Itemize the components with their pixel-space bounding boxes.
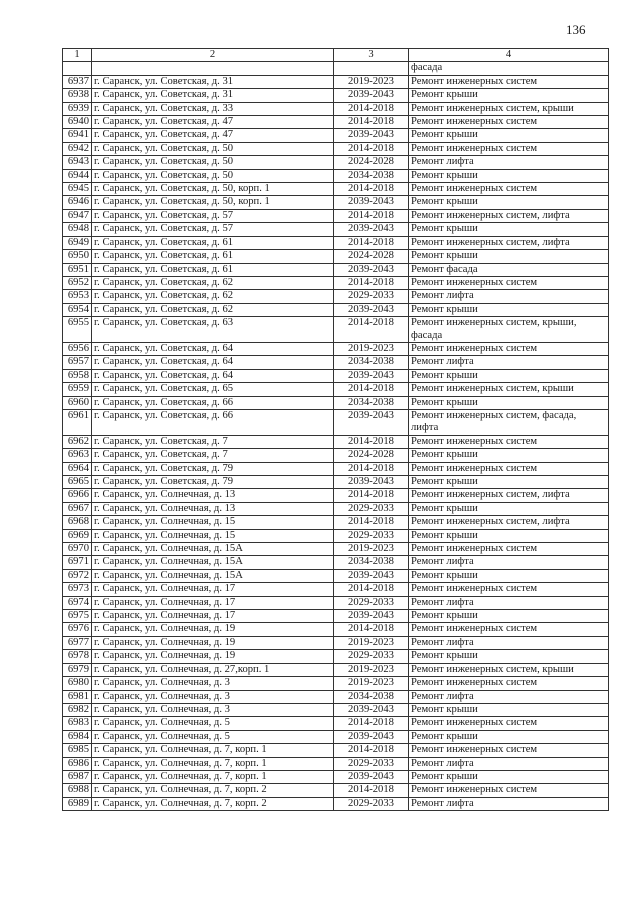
cell-work-type: Ремонт крыши bbox=[409, 303, 609, 316]
table-row bbox=[63, 797, 609, 810]
table-row bbox=[63, 449, 609, 462]
table-row bbox=[63, 489, 609, 502]
table-row bbox=[63, 369, 609, 382]
cell-period: 2039-2043 bbox=[334, 263, 409, 276]
cell-address: г. Саранск, ул. Солнечная, д. 13 bbox=[92, 489, 334, 502]
table-row bbox=[63, 569, 609, 582]
cell-period: 2019-2023 bbox=[334, 543, 409, 556]
cell-address: г. Саранск, ул. Советская, д. 47 bbox=[92, 129, 334, 142]
cell-period: 2029-2033 bbox=[334, 290, 409, 303]
cell-work-type: Ремонт лифта bbox=[409, 757, 609, 770]
cell-work-type: фасада bbox=[409, 62, 609, 75]
cell-period: 2039-2043 bbox=[334, 369, 409, 382]
cell-work-type: Ремонт инженерных систем, крыши bbox=[409, 383, 609, 396]
cell-number: 6965 bbox=[63, 476, 92, 489]
cell-period: 2019-2023 bbox=[334, 677, 409, 690]
cell-number: 6964 bbox=[63, 462, 92, 475]
table-row bbox=[63, 236, 609, 249]
cell-number: 6955 bbox=[63, 317, 92, 343]
cell-number: 6969 bbox=[63, 529, 92, 542]
table-row bbox=[63, 435, 609, 448]
cell-work-type: Ремонт крыши bbox=[409, 196, 609, 209]
table-row bbox=[63, 250, 609, 263]
cell-period: 2014-2018 bbox=[334, 142, 409, 155]
cell-number: 6982 bbox=[63, 703, 92, 716]
cell-work-type: Ремонт крыши bbox=[409, 703, 609, 716]
cell-number: 6973 bbox=[63, 583, 92, 596]
table-row bbox=[63, 476, 609, 489]
cell-period: 2034-2038 bbox=[334, 690, 409, 703]
cell-address: г. Саранск, ул. Советская, д. 66 bbox=[92, 409, 334, 435]
cell-work-type: Ремонт инженерных систем bbox=[409, 462, 609, 475]
cell-period: 2039-2043 bbox=[334, 129, 409, 142]
cell-address: г. Саранск, ул. Советская, д. 79 bbox=[92, 462, 334, 475]
cell-address: г. Саранск, ул. Солнечная, д. 17 bbox=[92, 596, 334, 609]
cell-work-type: Ремонт крыши bbox=[409, 476, 609, 489]
table-row bbox=[63, 263, 609, 276]
cell-work-type: Ремонт крыши bbox=[409, 250, 609, 263]
cell-period: 2014-2018 bbox=[334, 583, 409, 596]
cell-period: 2029-2033 bbox=[334, 797, 409, 810]
table-row bbox=[63, 677, 609, 690]
table-row bbox=[63, 75, 609, 88]
table-row bbox=[63, 529, 609, 542]
cell-number: 6956 bbox=[63, 342, 92, 355]
cell-number: 6946 bbox=[63, 196, 92, 209]
cell-number: 6978 bbox=[63, 650, 92, 663]
cell-period: 2024-2028 bbox=[334, 250, 409, 263]
table-row bbox=[63, 502, 609, 515]
cell-address: г. Саранск, ул. Советская, д. 62 bbox=[92, 303, 334, 316]
cell-work-type: Ремонт крыши bbox=[409, 223, 609, 236]
cell-number: 6986 bbox=[63, 757, 92, 770]
cell-address: г. Саранск, ул. Советская, д. 65 bbox=[92, 383, 334, 396]
table-row bbox=[63, 636, 609, 649]
cell-period: 2014-2018 bbox=[334, 183, 409, 196]
cell-address: г. Саранск, ул. Солнечная, д. 7, корп. 2 bbox=[92, 797, 334, 810]
cell-number: 6989 bbox=[63, 797, 92, 810]
cell-address: г. Саранск, ул. Солнечная, д. 19 bbox=[92, 650, 334, 663]
cell-period: 2014-2018 bbox=[334, 276, 409, 289]
cell-work-type: Ремонт лифта bbox=[409, 797, 609, 810]
cell-number: 6972 bbox=[63, 569, 92, 582]
cell-work-type: Ремонт лифта bbox=[409, 156, 609, 169]
cell-address: г. Саранск, ул. Солнечная, д. 19 bbox=[92, 636, 334, 649]
table-row bbox=[63, 784, 609, 797]
cell-work-type: Ремонт крыши bbox=[409, 502, 609, 515]
cell-address: г. Саранск, ул. Советская, д. 33 bbox=[92, 102, 334, 115]
cell-period: 2019-2023 bbox=[334, 342, 409, 355]
cell-work-type: Ремонт лифта bbox=[409, 556, 609, 569]
cell-number: 6980 bbox=[63, 677, 92, 690]
cell-period: 2014-2018 bbox=[334, 744, 409, 757]
cell-period: 2019-2023 bbox=[334, 636, 409, 649]
cell-period: 2014-2018 bbox=[334, 435, 409, 448]
cell-number: 6983 bbox=[63, 717, 92, 730]
cell-period: 2019-2023 bbox=[334, 75, 409, 88]
cell-number: 6971 bbox=[63, 556, 92, 569]
cell-address: г. Саранск, ул. Солнечная, д. 7, корп. 1 bbox=[92, 770, 334, 783]
cell-address: г. Саранск, ул. Советская, д. 64 bbox=[92, 356, 334, 369]
cell-number: 6988 bbox=[63, 784, 92, 797]
cell-number: 6958 bbox=[63, 369, 92, 382]
cell-period: 2039-2043 bbox=[334, 409, 409, 435]
table-row bbox=[63, 356, 609, 369]
cell-work-type: Ремонт крыши bbox=[409, 569, 609, 582]
cell-address: г. Саранск, ул. Солнечная, д. 15А bbox=[92, 556, 334, 569]
cell-number: 6949 bbox=[63, 236, 92, 249]
cell-period: 2029-2033 bbox=[334, 529, 409, 542]
cell-number: 6960 bbox=[63, 396, 92, 409]
cell-number: 6970 bbox=[63, 543, 92, 556]
cell-number: 6961 bbox=[63, 409, 92, 435]
cell-period: 2014-2018 bbox=[334, 516, 409, 529]
cell-address: г. Саранск, ул. Солнечная, д. 19 bbox=[92, 623, 334, 636]
cell-number: 6979 bbox=[63, 663, 92, 676]
cell-work-type: Ремонт крыши bbox=[409, 610, 609, 623]
cell-period: 2014-2018 bbox=[334, 623, 409, 636]
table-row bbox=[63, 650, 609, 663]
cell-address: г. Саранск, ул. Советская, д. 79 bbox=[92, 476, 334, 489]
cell-number: 6938 bbox=[63, 89, 92, 102]
cell-period: 2039-2043 bbox=[334, 730, 409, 743]
cell-period: 2029-2033 bbox=[334, 502, 409, 515]
table-row bbox=[63, 730, 609, 743]
cell-work-type: Ремонт инженерных систем bbox=[409, 435, 609, 448]
table-row bbox=[63, 290, 609, 303]
cell-period: 2039-2043 bbox=[334, 89, 409, 102]
cell-work-type: Ремонт инженерных систем bbox=[409, 583, 609, 596]
cell-period: 2014-2018 bbox=[334, 102, 409, 115]
cell-address: г. Саранск, ул. Советская, д. 31 bbox=[92, 75, 334, 88]
cell-address: г. Саранск, ул. Солнечная, д. 17 bbox=[92, 610, 334, 623]
table-row bbox=[63, 303, 609, 316]
cell-number: 6957 bbox=[63, 356, 92, 369]
cell-work-type: Ремонт инженерных систем, крыши, фасада bbox=[409, 317, 609, 343]
cell-work-type: Ремонт инженерных систем, лифта bbox=[409, 236, 609, 249]
table-header-row bbox=[63, 49, 609, 62]
cell-number: 6963 bbox=[63, 449, 92, 462]
cell-address: г. Саранск, ул. Советская, д. 50 bbox=[92, 142, 334, 155]
table-row bbox=[63, 663, 609, 676]
cell-period: 2039-2043 bbox=[334, 610, 409, 623]
cell-address: г. Саранск, ул. Советская, д. 57 bbox=[92, 209, 334, 222]
cell-work-type: Ремонт инженерных систем, лифта bbox=[409, 209, 609, 222]
cell-number bbox=[63, 62, 92, 75]
table-row bbox=[63, 596, 609, 609]
cell-period: 2039-2043 bbox=[334, 770, 409, 783]
cell-period: 2039-2043 bbox=[334, 569, 409, 582]
cell-work-type: Ремонт инженерных систем, лифта bbox=[409, 489, 609, 502]
cell-period: 2014-2018 bbox=[334, 784, 409, 797]
cell-work-type: Ремонт инженерных систем bbox=[409, 75, 609, 88]
cell-number: 6945 bbox=[63, 183, 92, 196]
cell-number: 6974 bbox=[63, 596, 92, 609]
cell-number: 6941 bbox=[63, 129, 92, 142]
cell-address: г. Саранск, ул. Солнечная, д. 3 bbox=[92, 677, 334, 690]
cell-number: 6962 bbox=[63, 435, 92, 448]
cell-period: 2024-2028 bbox=[334, 449, 409, 462]
cell-work-type: Ремонт инженерных систем bbox=[409, 183, 609, 196]
cell-work-type: Ремонт крыши bbox=[409, 169, 609, 182]
cell-number: 6937 bbox=[63, 75, 92, 88]
table-row bbox=[63, 156, 609, 169]
table-row bbox=[63, 223, 609, 236]
cell-number: 6975 bbox=[63, 610, 92, 623]
cell-address: г. Саранск, ул. Советская, д. 62 bbox=[92, 276, 334, 289]
cell-number: 6950 bbox=[63, 250, 92, 263]
cell-address bbox=[92, 62, 334, 75]
table-row bbox=[63, 462, 609, 475]
cell-address: г. Саранск, ул. Советская, д. 61 bbox=[92, 263, 334, 276]
cell-address: г. Саранск, ул. Солнечная, д. 15А bbox=[92, 543, 334, 556]
cell-work-type: Ремонт инженерных систем, крыши bbox=[409, 663, 609, 676]
table-row bbox=[63, 129, 609, 142]
cell-address: г. Саранск, ул. Советская, д. 62 bbox=[92, 290, 334, 303]
cell-work-type: Ремонт инженерных систем bbox=[409, 116, 609, 129]
cell-work-type: Ремонт фасада bbox=[409, 263, 609, 276]
cell-period: 2024-2028 bbox=[334, 156, 409, 169]
cell-work-type: Ремонт крыши bbox=[409, 650, 609, 663]
cell-address: г. Саранск, ул. Советская, д. 57 bbox=[92, 223, 334, 236]
cell-address: г. Саранск, ул. Советская, д. 47 bbox=[92, 116, 334, 129]
cell-address: г. Саранск, ул. Солнечная, д. 15 bbox=[92, 516, 334, 529]
cell-period: 2034-2038 bbox=[334, 169, 409, 182]
cell-period: 2034-2038 bbox=[334, 396, 409, 409]
table-row bbox=[63, 409, 609, 435]
cell-number: 6954 bbox=[63, 303, 92, 316]
table-row bbox=[63, 317, 609, 343]
cell-period: 2014-2018 bbox=[334, 717, 409, 730]
cell-number: 6966 bbox=[63, 489, 92, 502]
column-header-4: 4 bbox=[409, 49, 609, 62]
cell-number: 6987 bbox=[63, 770, 92, 783]
cell-work-type: Ремонт инженерных систем bbox=[409, 543, 609, 556]
cell-work-type: Ремонт инженерных систем bbox=[409, 717, 609, 730]
cell-period bbox=[334, 62, 409, 75]
cell-work-type: Ремонт лифта bbox=[409, 690, 609, 703]
cell-address: г. Саранск, ул. Солнечная, д. 15А bbox=[92, 569, 334, 582]
cell-address: г. Саранск, ул. Солнечная, д. 7, корп. 1 bbox=[92, 744, 334, 757]
table-row bbox=[63, 383, 609, 396]
cell-address: г. Саранск, ул. Солнечная, д. 5 bbox=[92, 717, 334, 730]
table-row bbox=[63, 276, 609, 289]
cell-address: г. Саранск, ул. Советская, д. 64 bbox=[92, 342, 334, 355]
cell-work-type: Ремонт инженерных систем bbox=[409, 142, 609, 155]
cell-period: 2029-2033 bbox=[334, 757, 409, 770]
cell-work-type: Ремонт крыши bbox=[409, 529, 609, 542]
cell-period: 2014-2018 bbox=[334, 236, 409, 249]
cell-work-type: Ремонт лифта bbox=[409, 356, 609, 369]
table-row bbox=[63, 757, 609, 770]
cell-work-type: Ремонт крыши bbox=[409, 129, 609, 142]
cell-address: г. Саранск, ул. Советская, д. 64 bbox=[92, 369, 334, 382]
cell-work-type: Ремонт инженерных систем, фасада, лифта bbox=[409, 409, 609, 435]
column-header-2: 2 bbox=[92, 49, 334, 62]
cell-number: 6977 bbox=[63, 636, 92, 649]
cell-number: 6959 bbox=[63, 383, 92, 396]
column-header-1: 1 bbox=[63, 49, 92, 62]
table-row bbox=[63, 690, 609, 703]
cell-period: 2014-2018 bbox=[334, 462, 409, 475]
cell-work-type: Ремонт инженерных систем, лифта bbox=[409, 516, 609, 529]
table-body bbox=[63, 62, 609, 811]
cell-period: 2014-2018 bbox=[334, 489, 409, 502]
cell-address: г. Саранск, ул. Советская, д. 61 bbox=[92, 236, 334, 249]
cell-period: 2039-2043 bbox=[334, 196, 409, 209]
cell-address: г. Саранск, ул. Советская, д. 50 bbox=[92, 169, 334, 182]
table-row bbox=[63, 102, 609, 115]
table-row bbox=[63, 116, 609, 129]
cell-number: 6947 bbox=[63, 209, 92, 222]
cell-number: 6953 bbox=[63, 290, 92, 303]
cell-address: г. Саранск, ул. Советская, д. 7 bbox=[92, 449, 334, 462]
cell-number: 6984 bbox=[63, 730, 92, 743]
table-row bbox=[63, 209, 609, 222]
cell-period: 2039-2043 bbox=[334, 703, 409, 716]
cell-work-type: Ремонт крыши bbox=[409, 770, 609, 783]
table-row bbox=[63, 516, 609, 529]
cell-address: г. Саранск, ул. Советская, д. 31 bbox=[92, 89, 334, 102]
cell-period: 2014-2018 bbox=[334, 116, 409, 129]
cell-work-type: Ремонт инженерных систем bbox=[409, 677, 609, 690]
cell-period: 2029-2033 bbox=[334, 650, 409, 663]
cell-address: г. Саранск, ул. Советская, д. 50 bbox=[92, 156, 334, 169]
cell-period: 2019-2023 bbox=[334, 663, 409, 676]
cell-period: 2029-2033 bbox=[334, 596, 409, 609]
cell-work-type: Ремонт крыши bbox=[409, 449, 609, 462]
cell-work-type: Ремонт инженерных систем bbox=[409, 276, 609, 289]
cell-number: 6948 bbox=[63, 223, 92, 236]
cell-period: 2014-2018 bbox=[334, 317, 409, 343]
cell-address: г. Саранск, ул. Советская, д. 50, корп. 1 bbox=[92, 196, 334, 209]
cell-address: г. Саранск, ул. Солнечная, д. 7, корп. 2 bbox=[92, 784, 334, 797]
cell-address: г. Саранск, ул. Советская, д. 50, корп. 1 bbox=[92, 183, 334, 196]
table-row bbox=[63, 610, 609, 623]
cell-number: 6944 bbox=[63, 169, 92, 182]
cell-work-type: Ремонт крыши bbox=[409, 396, 609, 409]
cell-work-type: Ремонт крыши bbox=[409, 369, 609, 382]
cell-work-type: Ремонт инженерных систем bbox=[409, 342, 609, 355]
cell-number: 6940 bbox=[63, 116, 92, 129]
table-row bbox=[63, 89, 609, 102]
cell-period: 2039-2043 bbox=[334, 303, 409, 316]
table-row bbox=[63, 396, 609, 409]
cell-address: г. Саранск, ул. Солнечная, д. 27,корп. 1 bbox=[92, 663, 334, 676]
table-row bbox=[63, 770, 609, 783]
cell-work-type: Ремонт инженерных систем bbox=[409, 623, 609, 636]
table-row bbox=[63, 744, 609, 757]
table-row bbox=[63, 196, 609, 209]
table-row bbox=[63, 543, 609, 556]
table-row bbox=[63, 183, 609, 196]
page-number: 136 bbox=[566, 22, 586, 37]
cell-address: г. Саранск, ул. Солнечная, д. 7, корп. 1 bbox=[92, 757, 334, 770]
cell-address: г. Саранск, ул. Советская, д. 61 bbox=[92, 250, 334, 263]
cell-period: 2014-2018 bbox=[334, 209, 409, 222]
cell-period: 2039-2043 bbox=[334, 223, 409, 236]
cell-address: г. Саранск, ул. Солнечная, д. 3 bbox=[92, 690, 334, 703]
table-row bbox=[63, 556, 609, 569]
capital-repair-table bbox=[62, 48, 609, 811]
table-row bbox=[63, 142, 609, 155]
cell-work-type: Ремонт инженерных систем bbox=[409, 744, 609, 757]
cell-number: 6952 bbox=[63, 276, 92, 289]
table-row bbox=[63, 583, 609, 596]
cell-number: 6939 bbox=[63, 102, 92, 115]
cell-number: 6942 bbox=[63, 142, 92, 155]
cell-work-type: Ремонт крыши bbox=[409, 89, 609, 102]
cell-work-type: Ремонт инженерных систем bbox=[409, 784, 609, 797]
cell-number: 6976 bbox=[63, 623, 92, 636]
cell-work-type: Ремонт инженерных систем, крыши bbox=[409, 102, 609, 115]
cell-number: 6943 bbox=[63, 156, 92, 169]
cell-work-type: Ремонт лифта bbox=[409, 596, 609, 609]
table-row bbox=[63, 623, 609, 636]
cell-address: г. Саранск, ул. Солнечная, д. 3 bbox=[92, 703, 334, 716]
table-row bbox=[63, 169, 609, 182]
cell-address: г. Саранск, ул. Советская, д. 63 bbox=[92, 317, 334, 343]
cell-address: г. Саранск, ул. Солнечная, д. 15 bbox=[92, 529, 334, 542]
cell-period: 2034-2038 bbox=[334, 356, 409, 369]
cell-period: 2014-2018 bbox=[334, 383, 409, 396]
cell-number: 6968 bbox=[63, 516, 92, 529]
cell-number: 6967 bbox=[63, 502, 92, 515]
cell-period: 2034-2038 bbox=[334, 556, 409, 569]
cell-period: 2039-2043 bbox=[334, 476, 409, 489]
table-row bbox=[63, 717, 609, 730]
cell-number: 6981 bbox=[63, 690, 92, 703]
cell-work-type: Ремонт крыши bbox=[409, 730, 609, 743]
table-row bbox=[63, 342, 609, 355]
table-row bbox=[63, 703, 609, 716]
cell-address: г. Саранск, ул. Советская, д. 7 bbox=[92, 435, 334, 448]
cell-work-type: Ремонт лифта bbox=[409, 636, 609, 649]
cell-address: г. Саранск, ул. Солнечная, д. 13 bbox=[92, 502, 334, 515]
cell-address: г. Саранск, ул. Советская, д. 66 bbox=[92, 396, 334, 409]
column-header-3: 3 bbox=[334, 49, 409, 62]
continuation-row bbox=[63, 62, 609, 75]
cell-work-type: Ремонт лифта bbox=[409, 290, 609, 303]
cell-address: г. Саранск, ул. Солнечная, д. 5 bbox=[92, 730, 334, 743]
cell-address: г. Саранск, ул. Солнечная, д. 17 bbox=[92, 583, 334, 596]
cell-number: 6951 bbox=[63, 263, 92, 276]
cell-number: 6985 bbox=[63, 744, 92, 757]
